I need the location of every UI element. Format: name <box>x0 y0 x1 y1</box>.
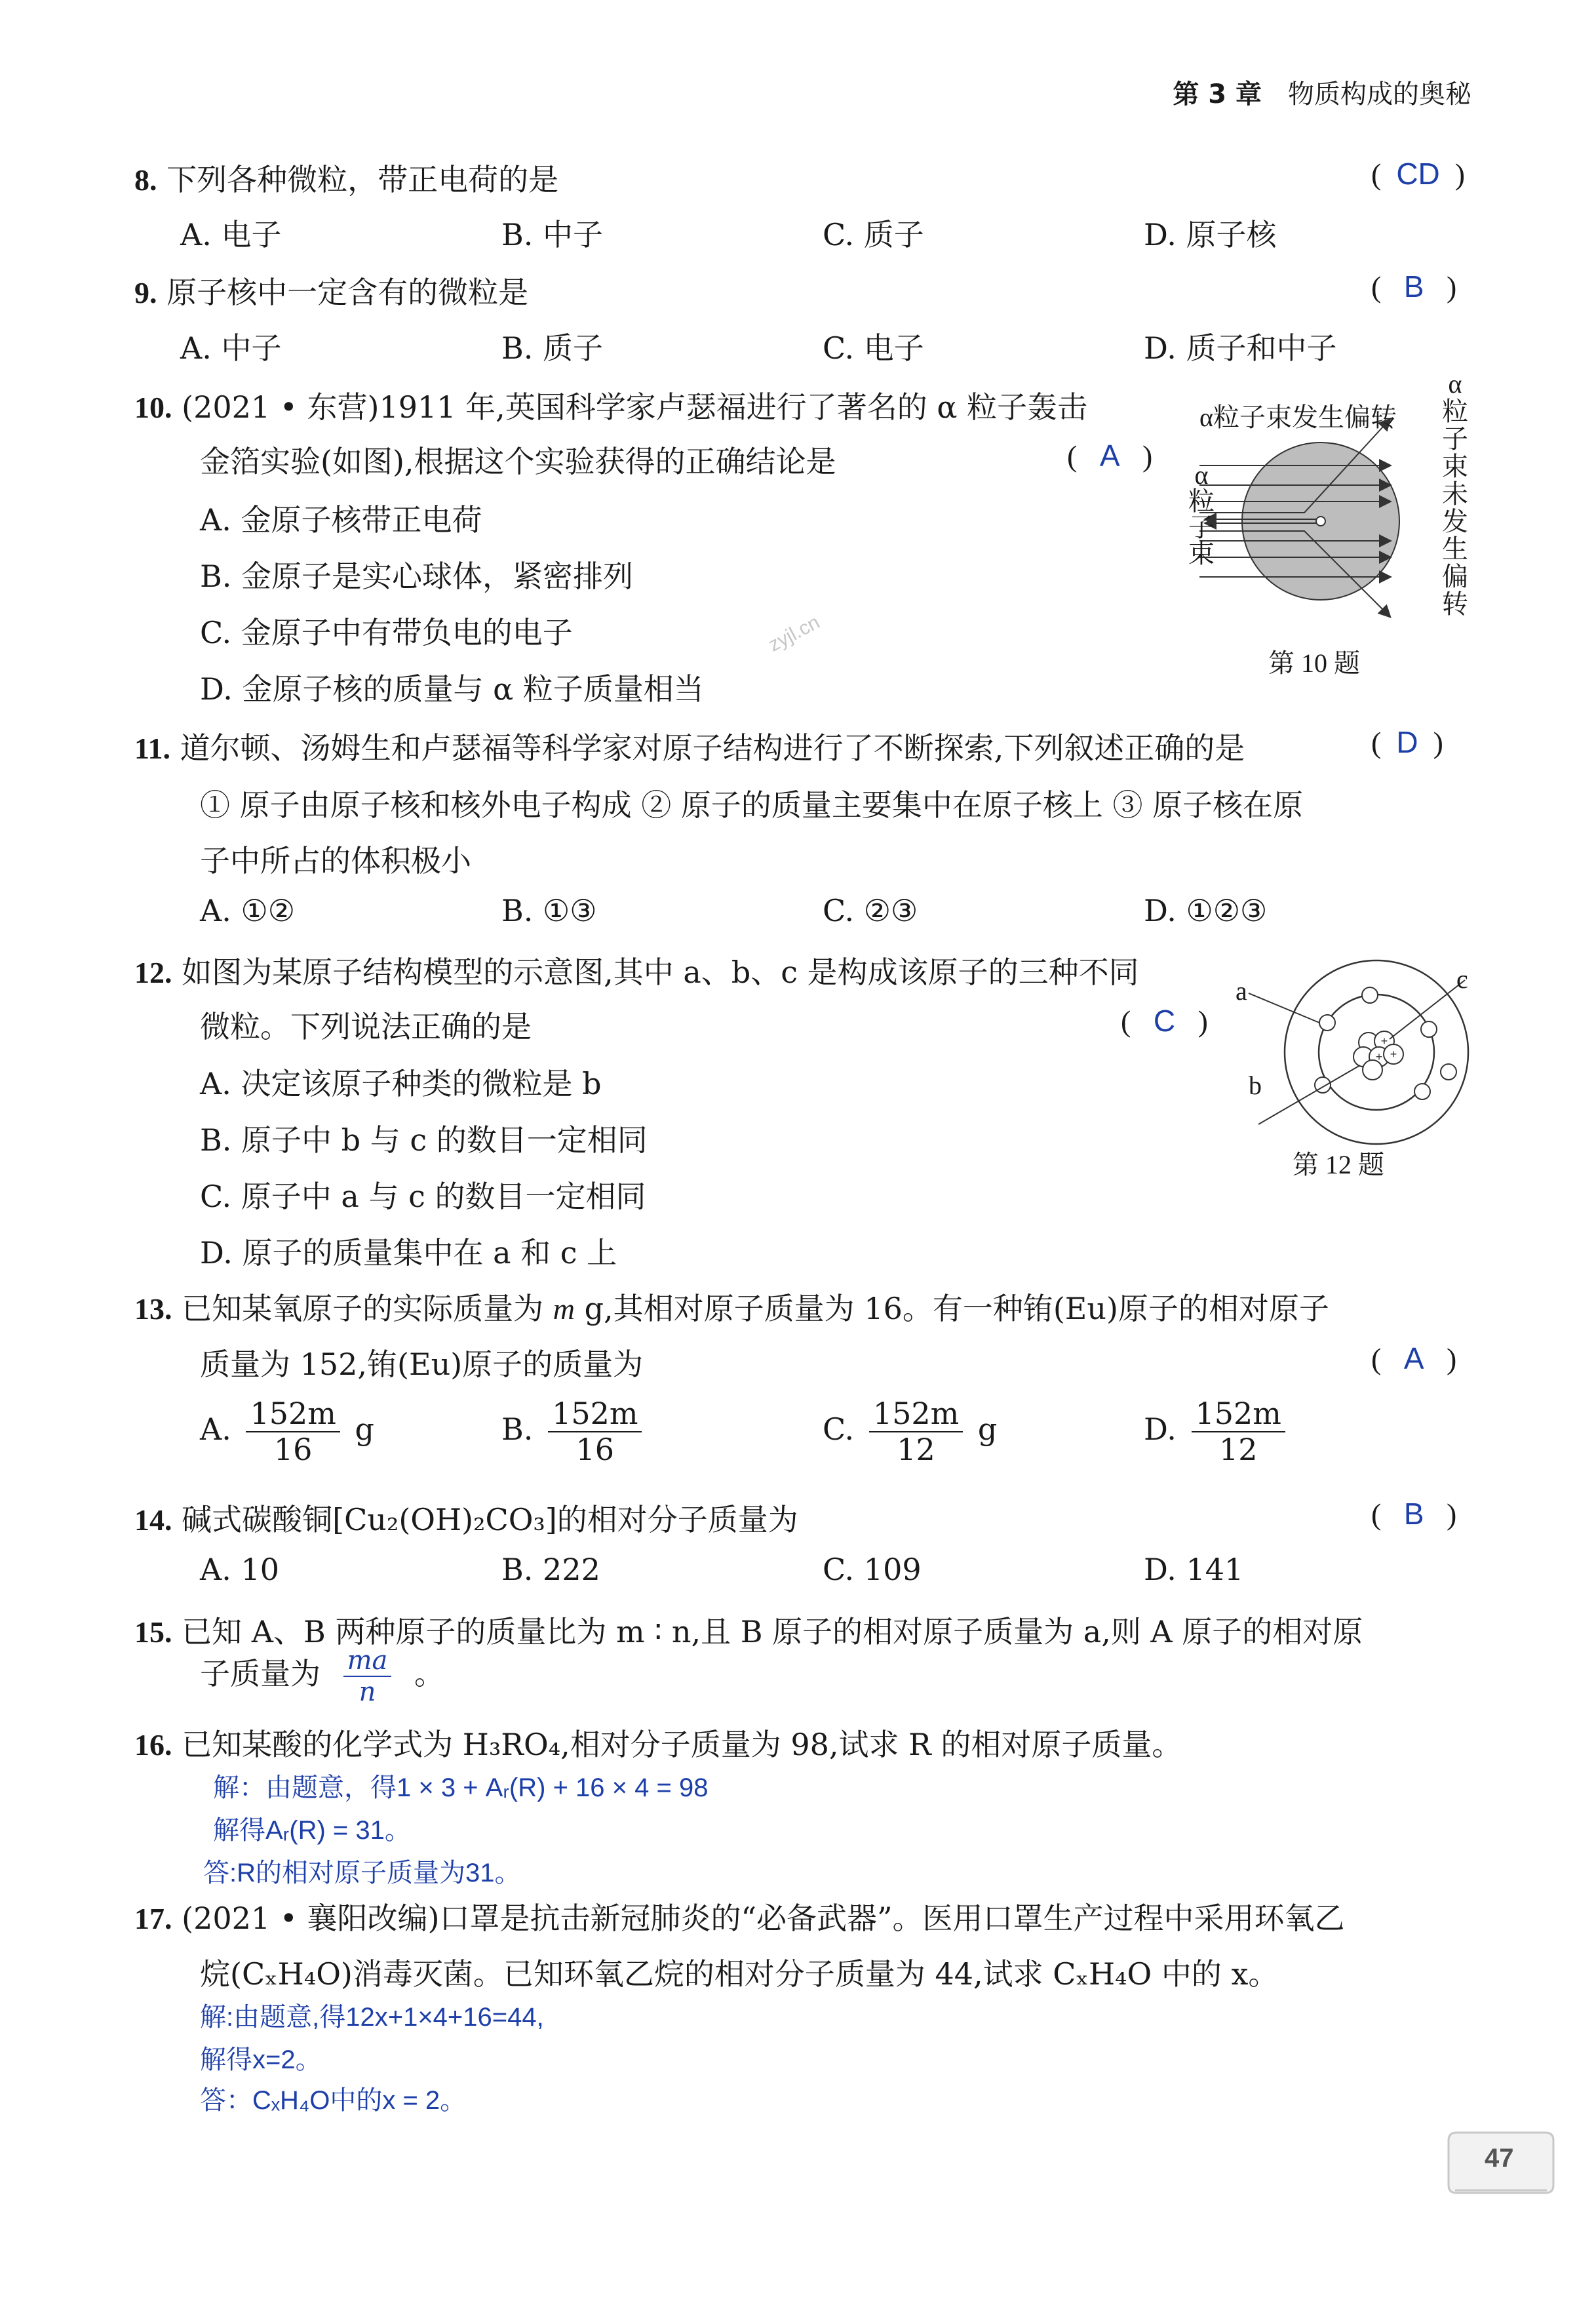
q12-option-d: D. 原子的质量集中在 a 和 c 上 <box>200 1235 617 1271</box>
q9-answer-box: ( B ) <box>1371 269 1457 304</box>
q16-solution-line2: 解得Aᵣ(R) = 31。 <box>213 1816 411 1845</box>
q8-number: 8. <box>134 163 157 197</box>
q10-left-label-char: 束 <box>1188 539 1215 568</box>
q14-option-d: D. 141 <box>1144 1552 1244 1587</box>
q11-option-d: D. ①②③ <box>1144 893 1268 928</box>
q10-answer-box: ( A ) <box>1067 439 1153 473</box>
q15-number: 15. <box>134 1615 172 1649</box>
q12-label-c: c <box>1456 964 1468 994</box>
q14-answer: B <box>1403 1497 1424 1531</box>
q14-stem-line <box>134 1496 798 1539</box>
q10-left-label <box>1185 462 1218 567</box>
q8-option-a: A. 电子 <box>180 217 282 252</box>
fraction-numerator: 152m <box>548 1396 642 1432</box>
q10-left-label-char: α <box>1194 460 1209 490</box>
q8-option-c: C. 质子 <box>823 217 924 252</box>
q11-number: 11. <box>134 732 170 765</box>
q16-solution-line3: 答:R的相对原子质量为31。 <box>203 1859 521 1887</box>
q13-option-a-fraction <box>246 1396 340 1467</box>
q13-line1 <box>134 1285 1329 1328</box>
fraction-denominator: 16 <box>273 1431 313 1467</box>
q9-option-a: A. 中子 <box>180 330 282 366</box>
q15-line2 <box>200 1646 444 1707</box>
q16-number: 16. <box>134 1728 172 1762</box>
q10-right-label-char: 偏 <box>1442 562 1468 591</box>
q8-option-b: B. 中子 <box>501 217 604 252</box>
q13-var-m: m <box>553 1292 575 1326</box>
q13-option-c <box>823 1396 997 1467</box>
q9-option-b: B. 质子 <box>501 330 604 366</box>
q10-option-d: D. 金原子核的质量与 α 粒子质量相当 <box>200 671 704 707</box>
q13-option-a-unit: g <box>355 1411 374 1447</box>
q10-option-c: C. 金原子中有带负电的电子 <box>200 615 573 650</box>
q10-top-label: α粒子束发生偏转 <box>1199 403 1397 432</box>
q11-answer-box: ( D ) <box>1371 725 1443 759</box>
q10-right-label-char: 束 <box>1442 452 1468 481</box>
q13-option-b <box>501 1396 647 1467</box>
fraction-denominator: n <box>359 1677 376 1707</box>
watermark: zyjl.cn <box>764 611 823 656</box>
q13-option-a-letter: A. <box>200 1411 231 1447</box>
gold-nucleus <box>1316 517 1325 526</box>
q9-answer: B <box>1403 269 1424 304</box>
q15-fill-answer <box>343 1646 392 1707</box>
q10-left-label-char: 子 <box>1188 513 1215 542</box>
fraction-numerator: 152m <box>246 1396 340 1432</box>
q10-stem-line2: 金箔实验(如图),根据这个实验获得的正确结论是 <box>200 444 836 479</box>
q11-option-b: B. ①③ <box>501 893 597 928</box>
q10-right-label <box>1439 370 1471 618</box>
fraction-numerator: ma <box>343 1646 392 1677</box>
q8-answer: CD <box>1396 157 1440 191</box>
chapter-number: 第 3 章 <box>1173 79 1262 109</box>
q10-right-label-char: 转 <box>1442 589 1468 619</box>
q11-option-a: A. ①② <box>200 893 295 928</box>
fraction-numerator: 152m <box>1192 1396 1285 1432</box>
q13-option-a <box>200 1396 374 1467</box>
q10-number: 10. <box>134 391 172 424</box>
q8-stem: 下列各种微粒，带正电荷的是 <box>166 162 559 197</box>
q10-stem-line1: (2021 • 东营)1911 年,英国科学家卢瑟福进行了著名的 α 粒子轰击 <box>182 389 1088 425</box>
q10-line1 <box>134 384 1087 427</box>
q16-stem-line <box>134 1721 1182 1764</box>
q14-stem: 碱式碳酸铜[Cu₂(OH)₂CO₃]的相对分子质量为 <box>182 1502 798 1537</box>
q13-option-d-letter: D. <box>1144 1411 1177 1447</box>
fraction-numerator: 152m <box>869 1396 963 1432</box>
q9-stem: 原子核中一定含有的微粒是 <box>166 275 529 310</box>
q12-stem-line2: 微粒。下列说法正确的是 <box>200 1009 532 1044</box>
q13-answer: A <box>1403 1341 1424 1375</box>
q10-right-label-char: 发 <box>1442 507 1468 536</box>
q17-line1 <box>134 1895 1345 1938</box>
fraction-denominator: 12 <box>1218 1431 1258 1467</box>
q14-option-b: B. 222 <box>501 1552 600 1587</box>
q10-caption: 第 10 题 <box>1268 648 1360 678</box>
q12-line1 <box>134 949 1139 992</box>
q17-number: 17. <box>134 1902 172 1935</box>
q11-stem: 道尔顿、汤姆生和卢瑟福等科学家对原子结构进行了不断探索,下列叙述正确的是 <box>180 730 1245 766</box>
q11-option-c: C. ②③ <box>823 893 918 928</box>
q13-stem-pre: 已知某氧原子的实际质量为 <box>182 1291 544 1326</box>
q12-label-a: a <box>1236 976 1247 1006</box>
q10-option-b: B. 金原子是实心球体，紧密排列 <box>200 559 634 594</box>
q10-right-label-char: 粒 <box>1442 397 1468 426</box>
q15-stem-line2: 子质量为 <box>200 1656 321 1691</box>
q17-solution-line3: 答：CₓH₄O中的x = 2。 <box>200 2086 467 2115</box>
q8-answer-box: ( CD ) <box>1371 157 1466 191</box>
q14-option-a: A. 10 <box>200 1552 279 1587</box>
q13-answer-box: ( A ) <box>1371 1341 1457 1375</box>
svg-text:+: + <box>1390 1048 1397 1061</box>
q12-label-b: b <box>1249 1071 1262 1100</box>
fraction-denominator: 16 <box>575 1431 615 1467</box>
q13-stem-line2: 质量为 152,铕(Eu)原子的质量为 <box>200 1347 644 1382</box>
q12-number: 12. <box>134 956 172 989</box>
chapter-title: 物质构成的奥秘 <box>1288 79 1471 109</box>
q13-option-d <box>1144 1396 1291 1467</box>
q8-option-d: D. 原子核 <box>1144 217 1277 252</box>
q10-option-a: A. 金原子核带正电荷 <box>200 502 482 538</box>
fraction-denominator: 12 <box>897 1431 935 1467</box>
q12-option-a: A. 决定该原子种类的微粒是 b <box>200 1066 602 1101</box>
q17-stem-line2: 烷(CₓH₄O)消毒灭菌。已知环氧乙烷的相对分子质量为 44,试求 CₓH₄O 中的 x。 <box>200 1956 1279 1992</box>
q15-end-mark: 。 <box>414 1656 445 1691</box>
q10-right-label-char: 未 <box>1442 479 1468 509</box>
q16-solution-line1: 解：由题意，得1 × 3 + Aᵣ(R) + 16 × 4 = 98 <box>213 1773 709 1802</box>
q14-answer-box: ( B ) <box>1371 1497 1457 1531</box>
q17-stem-line1: (2021 • 襄阳改编)口罩是抗击新冠肺炎的“必备武器”。医用口罩生产过程中采用环氧乙 <box>182 1901 1345 1936</box>
q10-right-label-char: α <box>1448 369 1462 399</box>
svg-text:+: + <box>1380 1035 1388 1048</box>
q10-right-label-char: 生 <box>1442 534 1468 564</box>
q11-statements-line1: ① 原子由原子核和核外电子构成 ② 原子的质量主要集中在原子核上 ③ 原子核在原 <box>200 787 1304 823</box>
q13-number: 13. <box>134 1292 172 1326</box>
page-header <box>1173 73 1471 111</box>
q13-option-b-fraction <box>548 1396 642 1467</box>
svg-text:+: + <box>1375 1050 1383 1063</box>
q14-number: 14. <box>134 1503 172 1537</box>
q12-atom-model-figure <box>1232 951 1494 1154</box>
q12-stem-line1: 如图为某原子结构模型的示意图,其中 a、b、c 是构成该原子的三种不同 <box>182 955 1139 990</box>
q12-caption: 第 12 题 <box>1293 1150 1384 1179</box>
q12-option-b: B. 原子中 b 与 c 的数目一定相同 <box>200 1122 648 1158</box>
q11-statements-line2: 子中所占的体积极小 <box>200 843 471 878</box>
q8-stem-line <box>134 156 558 199</box>
q10-right-label-char: 子 <box>1442 424 1468 454</box>
page-number: 47 <box>1485 2144 1514 2173</box>
q10-answer: A <box>1099 439 1120 473</box>
q12-answer: C <box>1153 1004 1176 1038</box>
q13-option-c-fraction <box>869 1396 963 1467</box>
q11-stem-line <box>134 724 1245 768</box>
q15-stem-line1: 已知 A、B 两种原子的质量比为 m ∶ n,且 B 原子的相对原子质量为 a,则 A 原子的相对原 <box>182 1614 1363 1649</box>
q12-answer-box: ( C ) <box>1121 1004 1208 1038</box>
q10-left-label-char: 粒 <box>1188 486 1215 516</box>
q14-option-c: C. 109 <box>823 1552 922 1587</box>
q12-option-c: C. 原子中 a 与 c 的数目一定相同 <box>200 1179 646 1214</box>
q13-option-d-fraction <box>1192 1396 1285 1467</box>
q9-option-c: C. 电子 <box>823 330 924 366</box>
q9-option-d: D. 质子和中子 <box>1144 330 1337 366</box>
q13-stem-post: g,其相对原子质量为 16。有一种铕(Eu)原子的相对原子 <box>584 1291 1329 1326</box>
q11-answer: D <box>1396 725 1418 759</box>
q13-option-c-letter: C. <box>823 1411 855 1447</box>
q9-number: 9. <box>134 276 157 309</box>
q16-stem: 已知某酸的化学式为 H₃RO₄,相对分子质量为 98,试求 R 的相对原子质量。 <box>182 1727 1182 1762</box>
q9-stem-line <box>134 269 528 312</box>
q13-option-b-letter: B. <box>501 1411 534 1447</box>
q13-option-c-unit: g <box>977 1411 998 1447</box>
q17-solution-line1: 解:由题意,得12x+1×4+16=44, <box>200 2003 544 2032</box>
q17-solution-line2: 解得x=2。 <box>200 2045 322 2074</box>
